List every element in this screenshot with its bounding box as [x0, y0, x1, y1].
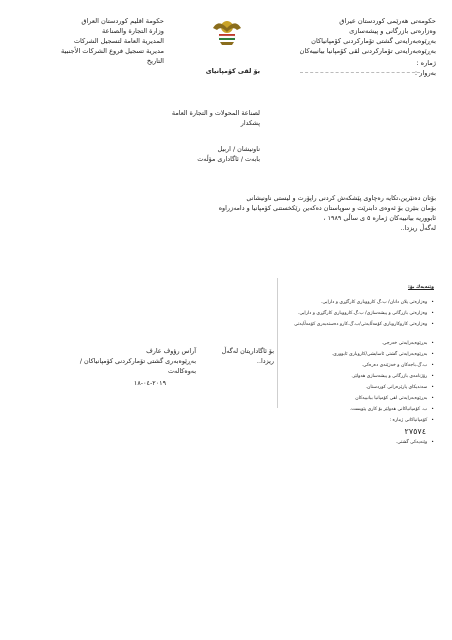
recipient-regarding: بابەت / ئاگاداری مۆڵەت: [197, 155, 260, 163]
cc-item: • وەزارەتی بازرگانی و پیشەسازی/ ب.گ.كارووباری كارگێڕی و دارایی.: [282, 308, 434, 319]
cc-number: ٢٧٥٧٤: [404, 427, 426, 436]
recipient-block: [120, 108, 260, 128]
middle-note: [198, 346, 274, 366]
cc-item: • ب.گ.باجەكان و خەزێنەی دەرەكی.: [282, 360, 434, 371]
subject-line: بۆ لقی كۆمپانیای: [205, 67, 260, 75]
signatory-title: بەڕێوەبەری گشتی تۆمارکردنی کۆمپانیاکان /: [79, 357, 196, 365]
cc-list: [282, 282, 434, 448]
cc-group-2: [282, 338, 434, 426]
header-divider: [300, 72, 420, 73]
recipient-name: لصناعة المحولات و التجارة العامة: [171, 109, 260, 117]
signature-block: [50, 346, 196, 388]
header-right-line: بەڕێوەبەرایەتی گشتی تۆمارکردنی کۆمپانیاکان: [311, 37, 436, 45]
header-left-line: حكومة اقليم كوردستان العراق: [81, 17, 164, 25]
cc-item: • وەزارەتی پلان دانان/ ب.گ كارووباری كارگێڕی و دارایی.: [282, 297, 434, 308]
middle-note-line: بۆ ئاگاداریتان لەگەڵ: [221, 347, 274, 355]
recipient-address-block: [150, 144, 260, 164]
header-right-line: بەڕێوەبەرایەتی تۆمارکردنی لقی کۆمپانیا بیانییەکان: [299, 47, 436, 55]
header-left: [24, 16, 164, 66]
body-line: بۆتان دەنێرین،تكایە رەچاوی پێشكەش كردنی راپۆرت و لیستی ناونیشانی: [246, 194, 436, 202]
header-right-line: وەزارەتی بازرگانی و پیشەسازی: [349, 27, 436, 35]
cc-item: • بەڕێوەبەرایەتی خەرجی.: [282, 338, 434, 349]
header-left-line: المديرية العامة لتسجيل الشركات: [73, 37, 164, 45]
body-line: لەگەڵ ریزدا..: [400, 224, 436, 232]
cc-item: • ب. كۆمپانیاكانی هەولێر بۆ كاری پێویست.: [282, 404, 434, 415]
header-left-line: التاريخ: [146, 57, 164, 65]
header-left-line: وزارة التجارة والصناعة: [102, 27, 164, 35]
cc-item: • كۆمپانیاكانی ژمارە :: [282, 415, 434, 426]
signatory-name: آراس رؤوف عارف: [146, 347, 196, 355]
cc-group-3: [282, 437, 434, 448]
cc-group-1: [282, 297, 434, 330]
recipient-line2: پشكدار: [240, 119, 260, 127]
body-line: بۆمان بنێرن بۆ ئەوەی دابنرێت و سوپاستان دەكەین رێكخستنی كۆمپانیا و دامەزراوە: [218, 204, 436, 212]
cc-heading: وێنەیەك بۆ:: [407, 285, 434, 290]
cc-item: • وەزارەتی كاروكاروباری كۆمەڵایەتی/ب.گ.كارو دەستەبەری كۆمەڵایەتی: [282, 319, 434, 330]
header-right-line: بەروار :: [414, 69, 436, 77]
column-divider: [277, 278, 278, 408]
kurdistan-emblem-icon: [210, 14, 244, 48]
header-right-line: ژمارە :: [416, 59, 436, 67]
cc-item: • بەڕێوەبەرایەتی گشتی ئاسایشی/كاروباری ئابووری.: [282, 349, 434, 360]
header-left-line: مديرية تسجيل فروع الشركات الأجنبية: [61, 47, 164, 55]
letter-body: [110, 193, 436, 233]
header-right: [276, 16, 436, 78]
middle-note-line: ریزدا..: [256, 357, 274, 365]
cc-item: • بەڕێوەبەرایەتی لقی كۆمپانیا بیانییەكان: [282, 393, 434, 404]
cc-item: • سەندیكای پارێزەرانی كوردستان.: [282, 382, 434, 393]
recipient-address: ناونیشان / اربیل: [217, 145, 260, 153]
signature-date: ٢٠١٩-٠٤-١٨: [133, 379, 166, 387]
signatory-title2: بەوەکالەت: [167, 367, 196, 375]
cc-item: • وێنەیەكی گشتی.: [282, 437, 434, 448]
header-right-line: حكومەتی هەرێمی كوردستان عیراق: [339, 17, 436, 25]
cc-item: • رۆژنامەی بازرگانی و پیشەسازی هەولێر.: [282, 371, 434, 382]
body-line: ئابووریە بیانییەكان ژمارە ٥ ی ساڵی ١٩٨٩ ،: [323, 214, 436, 222]
